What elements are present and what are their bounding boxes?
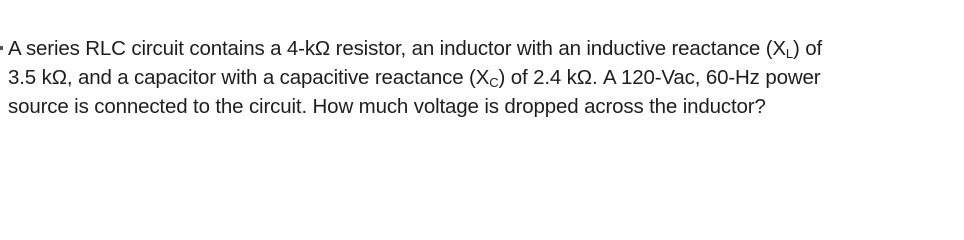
question-line-2 bbox=[8, 63, 958, 92]
line-2-tail: ) of 2.4 kΩ. A 120-Vac, 60-Hz power bbox=[498, 66, 821, 89]
question-line-3: source is connected to the circuit. How much voltage is dropped across the inductor? bbox=[8, 95, 766, 118]
bullet-marker bbox=[0, 46, 3, 50]
line-1-text: A series RLC circuit contains a 4-kΩ resistor, an inductor with an inductive reactance (X bbox=[8, 37, 786, 60]
question-line-1 bbox=[8, 34, 958, 63]
inductive-reactance-subscript: L bbox=[785, 46, 794, 61]
question-text bbox=[8, 34, 958, 121]
line-2-text: 3.5 kΩ, and a capacitor with a capacitive reactance (X bbox=[8, 66, 490, 89]
capacitive-reactance-subscript: C bbox=[489, 75, 499, 90]
line-1-tail: ) of bbox=[793, 37, 823, 60]
